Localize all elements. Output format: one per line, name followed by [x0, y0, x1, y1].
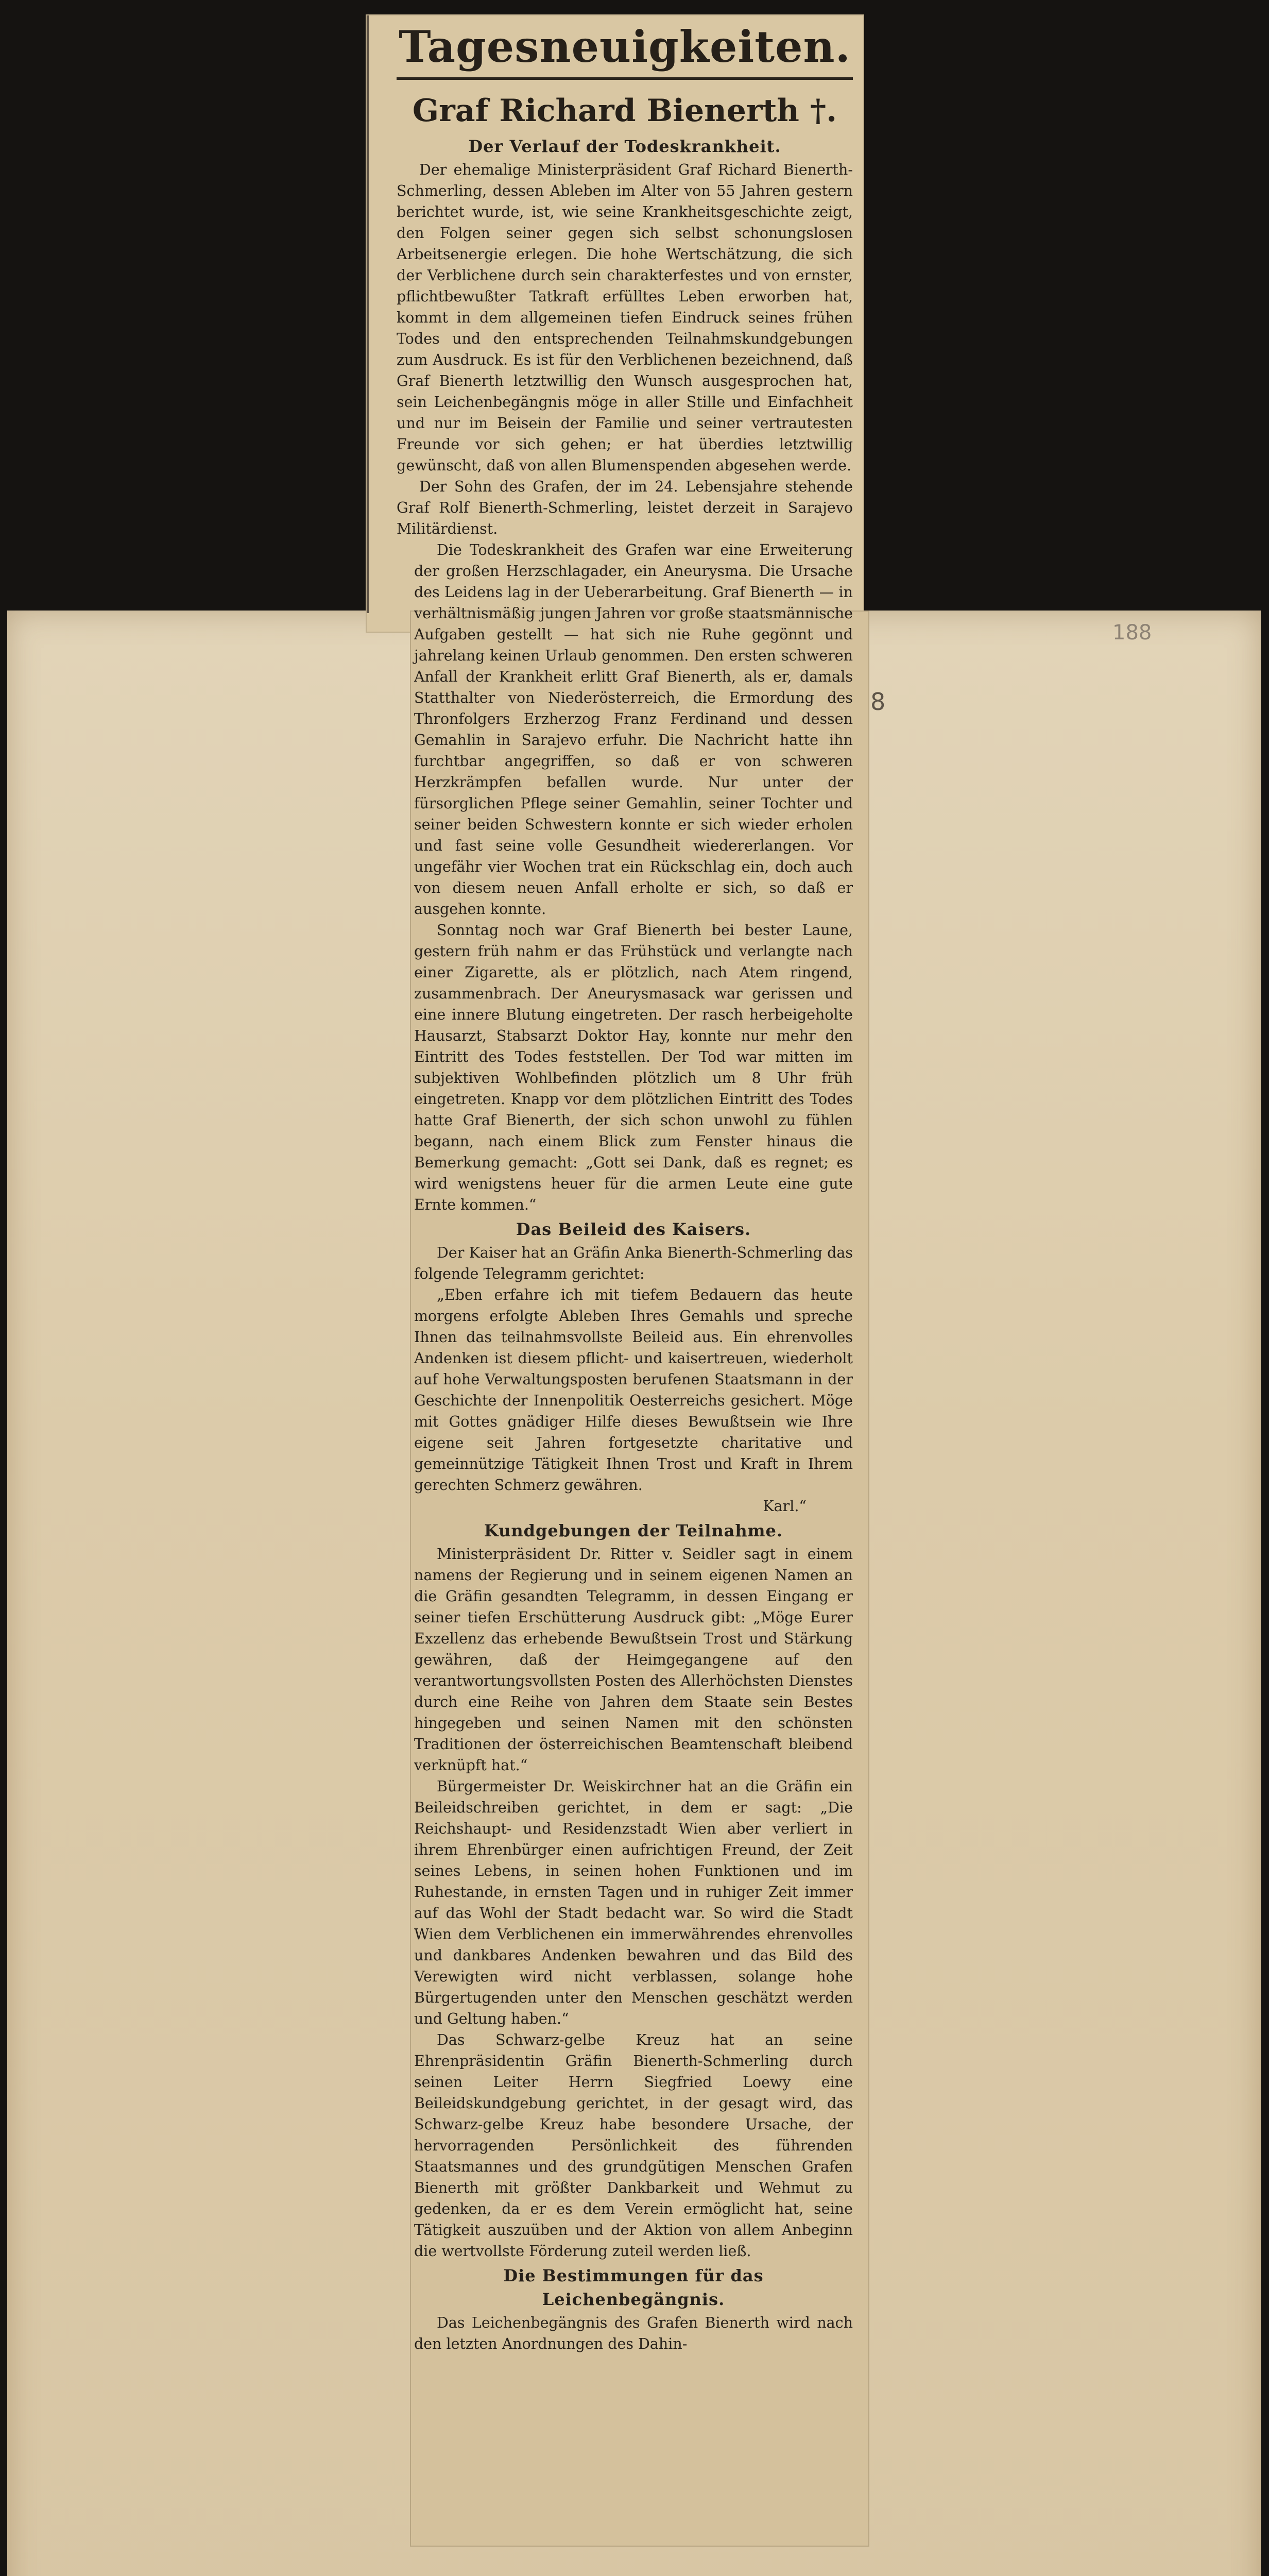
paragraph: Der ehemalige Ministerpräsident Graf Richard Bienerth-Schmerling, dessen Ableben im Alter von 55 Jahren gestern berichtet wurde, ist, wie seine Krankheitsgeschichte zeigt, den Folgen seiner gegen sich selbst schonungslosen Arbeitsenergie erlegen. Die hohe Wertschätzung, die sich der Verblichene durch sein charakterfestes und von ernster, pflichtbewußter Tatkraft erfülltes Leben erworben hat, kommt in dem allgemeinen tiefen Eindruck seines frühen Todes und den entsprechenden Teilnahmskundgebungen zum Ausdruck. Es ist für den Verblichenen bezeichnend, daß Graf Bienerth letztwillig den Wunsch ausgesprochen hat, sein Leichenbegängnis möge in aller Stille und Einfachheit und nur im Beisein der Familie und seiner vertrautesten Freunde vor sich gehen; er hat überdies letztwillig gewünscht, daß von allen Blumenspenden abgesehen werde. — [397, 161, 853, 474]
section-heading: Die Bestimmungen für das Leichenbegängnis. — [503, 2266, 764, 2309]
paragraph: Der Kaiser hat an Gräfin Anka Bienerth-Schmerling das folgende Telegramm gerichtet: — [414, 1244, 853, 1282]
section-heading: Kundgebungen der Teilnahme. — [484, 1521, 783, 1540]
section-heading: Das Beileid des Kaisers. — [516, 1219, 751, 1239]
paragraph: Das Leichenbegängnis des Grafen Bienerth wird nach den letzten Anordnungen des Dahin- — [414, 2314, 853, 2352]
newspaper-column — [376, 19, 863, 2354]
column-rule — [367, 15, 369, 613]
paragraph: Sonntag noch war Graf Bienerth bei bester Laune, gestern früh nahm er das Frühstück und verlangte nach einer Zigarette, als er plötzlich, nach Atem ringend, zusammenbrach. Der Aneurysmasack war gerissen und eine innere Blutung eingetreten. Der rasch herbeigeholte Hausarzt, Stabsarzt Doktor Hay, konnte nur mehr den Eintritt des Todes feststellen. Der Tod war mitten im subjektiven Wohlbefinden plötzlich um 8 Uhr früh eingetreten. Knapp vor dem plötzlichen Eintritt des Todes hatte Graf Bienerth, der sich schon unwohl zu fühlen begann, nach einem Blick zum Fenster hinaus die Bemerkung gemacht: „Gott sei Dank, daß es regnet; es wird wenigstens heuer für die armen Leute eine gute Ernte kommen.“ — [414, 922, 853, 1213]
pencil-page-number: 188 — [1112, 621, 1152, 645]
pencil-margin-mark: 8 — [870, 688, 886, 716]
paragraph: Das Schwarz-gelbe Kreuz hat an seine Ehrenpräsidentin Gräfin Bienerth-Schmerling durch seinen Leiter Herrn Siegfried Loewy eine Beileidskundgebung gerichtet, in der gesagt wird, das Schwarz-gelbe Kreuz habe besondere Ursache, der hervorragenden Persönlichkeit des führenden Staatsmannes und des grundgütigen Menschen Grafen Bienerth mit größter Dankbarkeit und Wehmut zu gedenken, da er es dem Verein ermöglicht hat, seine Tätigkeit auszuüben und der Aktion von allem Anbeginn die wertvollste Förderung zuteil werden ließ. — [414, 2031, 853, 2260]
paragraph: Die Todeskrankheit des Grafen war eine Erweiterung der großen Herzschlagader, ein Aneurysma. Die Ursache des Leidens lag in der Ueberarbeitung. Graf Bienerth — in verhältnismäßig jungen Jahren vor große staatsmännische Aufgaben gestellt — hat sich nie Ruhe gegönnt und jahrelang keinen Urlaub genommen. Den ersten schweren Anfall der Krankheit erlitt Graf Bienerth, als er, damals Statthalter von Niederösterreich, die Ermordung des Thronfolgers Erzherzog Franz Ferdinand und dessen Gemahlin in Sarajevo erfuhr. Die Nachricht hatte ihn furchtbar angegriffen, so daß er von schweren Herzkrämpfen befallen wurde. Nur unter der fürsorglichen Pflege seiner Gemahlin, seiner Tochter und seiner beiden Schwestern konnte er sich wieder erholen und fast seine volle Gesundheit wiedererlangen. Vor ungefähr vier Wochen trat ein Rückschlag ein, doch auch von diesem neuen Anfall erholte er sich, so daß er ausgehen konnte. — [414, 541, 853, 918]
article-headline: Graf Richard Bienerth †. — [412, 93, 837, 129]
article-body — [376, 539, 863, 2354]
masthead: Tagesneuigkeiten. — [397, 19, 853, 80]
signature: Karl.“ — [763, 1498, 807, 1515]
paragraph: Bürgermeister Dr. Weiskirchner hat an die Gräfin ein Beileidschreiben gerichtet, in dem er sagt: „Die Reichshaupt- und Residenzstadt Wien aber verliert in ihrem Ehrenbürger einen aufrichtigen Freund, der Zeit seines Lebens, in seinen hohen Funktionen und im Ruhestande, in ernsten Tagen und in ruhiger Zeit immer auf das Wohl der Stadt bedacht war. So wird die Stadt Wien dem Verblichenen ein immerwährendes ehrenvolles und dankbares Andenken bewahren und das Bild des Verewigten wird nicht verblassen, solange hohe Bürgertugenden unter den Menschen geschätzt werden und Geltung haben.“ — [414, 1778, 853, 2027]
paragraph: Ministerpräsident Dr. Ritter v. Seidler sagt in einem namens der Regierung und in seinem eigenen Namen an die Gräfin gesandten Telegramm, in dessen Eingang er seiner tiefen Erschütterung Ausdruck gibt: „Möge Eurer Exzellenz das erhebende Bewußtsein Trost und Stärkung gewähren, daß der Heimgegangene auf den verantwortungsvollsten Posten des Allerhöchsten Dienstes durch eine Reihe von Jahren dem Staate sein Bestes hingegeben und seinen Namen mit den schönsten Traditionen der österreichischen Beamtenschaft bleibend verknüpft hat.“ — [414, 1546, 853, 1774]
section-heading: Der Verlauf der Todeskrankheit. — [468, 137, 781, 156]
article-top — [376, 89, 863, 539]
paragraph: Der Sohn des Grafen, der im 24. Lebensjahre stehende Graf Rolf Bienerth-Schmerling, leistet derzeit in Sarajevo Militärdienst. — [397, 478, 853, 537]
paragraph: „Eben erfahre ich mit tiefem Bedauern das heute morgens erfolgte Ableben Ihres Gemahls und spreche Ihnen das teilnahmsvollste Beileid aus. Ein ehrenvolles Andenken ist diesem pflicht- und kaisertreuen, wiederholt auf hohe Verwaltungsposten berufenen Staatsmann in der Geschichte der Innenpolitik Oesterreichs gesichert. Möge mit Gottes gnädiger Hilfe dieses Bewußtsein wie Ihre eigene seit Jahren fortgesetzte charitative und gemeinnützige Tätigkeit Ihnen Trost und Kraft in Ihrem gerechten Schmerz gewähren. — [414, 1286, 853, 1494]
